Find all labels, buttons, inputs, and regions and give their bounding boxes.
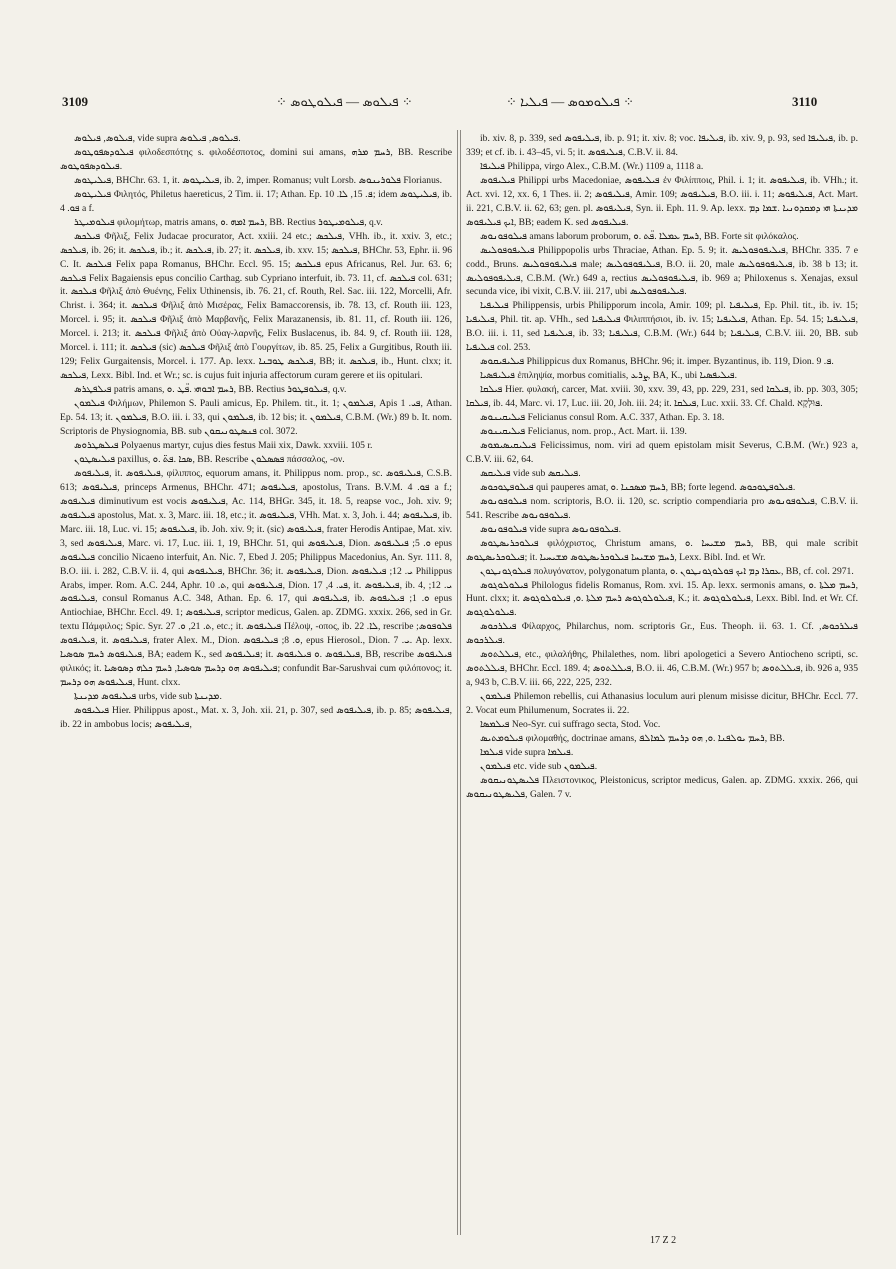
dictionary-entry: ܦܝܠܝܦܣܝܐ ἐπιληψία, morbus comitialis, ܨܪܥ, BA, K., ubi ܦܝܠܝܦܣܝܐ.: [480, 370, 738, 382]
dictionary-entry: ܦܝܠܘܦܘܢܘܣ nom. scriptoris, B.O. ii. 120, sc. scriptio compendiaria pro ܦܝܠܘܦܘܢܘܣ, C.B.V. ii. 541. Rescribe ܦܝܠܘܦܘܢܘܣ.: [466, 495, 858, 521]
dictionary-entry: ܦܝܠܦܛܪܣ patris amans, ܪܚܡ ܐܒܘܗܝ .ܦ̈ܛ .ܘ, BB. Rectius ܦܝܠܘܦܛܘܪ, q.v.: [74, 384, 347, 396]
right-running-head: ⁘ ܦܝܠܘܡܘܣ — ܦܝܠܝܐ ⁘: [506, 94, 635, 109]
signature-mark: 17 Z 2: [650, 1235, 677, 1246]
dictionary-entry: ܦܝܠܝܦܝܩܘܣ Philippicus dux Romanus, BHChr. 96; it. imper. Byzantinus, ib. 119, Dion. ܦ. 9.: [480, 356, 834, 368]
dictionary-entry: ܦܝܠܘܟܪܝܣܛܘܣ φιλόχριστος, Christum amans, ܪܚܡ ܡܫܝܚܐ .ܘ, BB, qui male scribit ܦܝܠܘܟܪܝܣܛܘܣ; it. ܪܚܡ ܡܫܝܚܐ ܦܝܠܘܟܪܝܣܛܘܣ ܡܫܝܚܝܐ, Lexx. Bibl. Ind. et Wr.: [466, 537, 858, 563]
left-column: [60, 132, 452, 1247]
dictionary-entry: ܦܝܠܩܐ Hier. φυλακή, carcer, Mat. xviii. 30, xxv. 39, 43, pp. 229, 231, sed ܦܝܠܩܐ, ib. pp. 303, 305; ܦܝܠܩܐ, ib. 44, Marc. vi. 17, Luc. iii. 20, Joh. iii. 24; it. ܦܝܠܩܐ, Luc. xxii. 33. Cf. Chald. ܦּוּלְקָא.: [466, 384, 858, 410]
dictionary-entry: ܦܝܠܘܦܘܢܘܣ vide supra ܦܝܠܘܦܘܢܘܣ.: [480, 523, 621, 535]
dictionary-entry: ܦܝܠܝܩܝܢܘܣ Felicianus consul Rom. A.C. 337, Athan. Ep. 3. 18.: [480, 412, 725, 424]
dictionary-entry: ܦܝܠܠܬܘܣ, etc., φιλαλήθης, Philalethes, nom. libri apologetici a Severo Antiocheno scripti, sc. ܦܝܠܠܬܘܣ, BHChr. Eccl. 189. 4; ܦܝܠܠܬܘܣ, B.O. ii. 46, C.B.M. (Wr.) 957 b; ܦܝܠܠܬܘܣ, ib. 926 a, 935 a, 943 b, C.B.V. iii. 66, 222, 225, 232.: [466, 649, 858, 689]
dictionary-entry: ܦܠܝܣܛܘܢܝܩܘܣ Πλειστονικος, Pleistonicus, scriptor medicus, Galen. ap. ZDMG. xxxix. 266, qui ܦܠܝܣܛܘܢܝܩܘܣ, Galen. 7 v.: [466, 774, 858, 800]
left-page-number: 3109: [62, 94, 88, 109]
dictionary-entry: ܦܝܠܝܩܝܣܝܡܘܣ Felicissimus, nom. viri ad quem epistolam misit Severus, C.B.M. (Wr.) 923 a, C.B.V. iii. 62, 64.: [466, 439, 858, 465]
dictionary-entry: ܦܝܠܝܦܐ Philippa, virgo Alex., C.B.M. (Wr.) 1109 a, 1118 a.: [480, 160, 704, 172]
dictionary-entry: ܦܝܠܝܛܘܣ Φιλητός, Philetus haereticus, 2 Tim. ii. 17; Athan. Ep. ܦ. 15, ܠܐ. 10; idem ܦܝܠܝܛܘܣ, ib. ܦܘ. 4 a f.: [60, 188, 452, 214]
dictionary-entry: ܦܝܠܡܘܢ Philemon rebellis, cui Athanasius loculum auri plenum misisse dicitur, BHChr. Eccl. 77. 2. Vocat eum Philumenum, Socrates ii. 22.: [466, 691, 858, 717]
dictionary-entry: ܦܝܠܝܦܘܦܘܠܝܣ Philippopolis urbs Thraciae, Athan. Ep. 5. 9; it. ܦܝܠܝܦܘܦܘܠܝܣ, BHChr. 335. 7 e codd., Bruns. ܦܝܠܝܦܘܦܘܠܝܣ male; ܦܝܠܝܦܘܦܘܠܝܣ, B.O. ii. 20, male ܦܝܠܝܦܘܦܘܠܝܣ, ib. 38 b 13; it. ܦܝܠܝܦܘܦܘܠܝܣ, C.B.M. (Wr.) 649 a, rectius ܦܝܠܝܦܘܦܘܠܝܣ, ib. 969 a; Philoxenus s. Xenajas, exsul secunda vice, ibi vixit, C.B.V. iii. 217, ubi ܦܝܠܝܦܘܦܘܠܝܣ.: [466, 244, 858, 298]
dictionary-entry: ܦܝܠܘܦܛܘܟܘܣ qui pauperes amat, ܪܚܡ ܡܣܟܢܐ .ܘ, BB; forte legend. ܦܝܠܘܦܛܘܟܘܣ.: [480, 481, 796, 493]
dictionary-entry: ܦܝܠܘܣ, ܦܝܠܘܣ, vide supra ܦܝܠܘܣ, ܦܝܠܘܣ.: [74, 133, 241, 144]
dictionary-entry: ܦܝܠܘܦܘܢܘܣ amans laborum proborum, ܪܚܡ ܥܡܠܐ .ܦ̈ܬ .ܘ, BB. Forte sit φιλόκαλος.: [480, 230, 799, 242]
dictionary-entry: ܦܝܠܡܘܢ Φιλήμων, Philemon S. Pauli amicus, Ep. Philem. tit., it. 1; ܦܝܠܡܘܢ, Apis ܦܝ. 1, Athan. Ep. 54. 13; it. ܦܝܠܡܘܢ, B.O. iii. i. 33, qui ܦܝܠܡܘܢ, ib. 12 bis; it. ܦܝܠܡܘܢ, C.B.M. (Wr.) 89 b. It. nom. Scriptoris de Physiognomia, BB. sub ܦܢܣܛܘܢܝܩܘܢ col. 3072.: [60, 398, 452, 438]
column-divider: [460, 130, 461, 1235]
dictionary-entry: ܦܝܠܝܦܘܣ, it. ܦܝܠܝܦܘܣ, φίλιππος, equorum amans, it. Philippus nom. prop., sc. ܦܝܠܝܦܘܣ, C.S.B. 613; ܦܝܠܝܦܘܣ, princeps Armenus, BHChr. 471; ܦܝܠܝܦܘܣ, apostolus, Trans. B.V.M. ܦܘ. 4 a f.; ܦܝܠܝܦܘܣ diminutivum est vocis ܦܝܠܝܦܘܣ, Ac. 114, BHGr. 345, it. 18. 5, reapse voc., Joh. xiv. 9; ܦܝܠܝܦܘܣ apostolus, Mat. x. 3, Marc. iii. 18, etc.; it. ܦܝܠܝܦܘܣ, VHh. Mat. x. 3, Joh. i. 44; ܦܝܠܝܦܘܣ, ib. Marc. iii. 18, Luc. vi. 15; ܦܝܠܝܦܘܣ, ib. Joh. xiv. 9; it. (sic) ܦܝܠܝܦܘܣ, frater Herodis Antipae, Mat. xiv. 3, sed ܦܝܠܝܦܘܣ, Marc. vi. 17, Luc. iii. 1, 19, BHChr. 51, qui ܦܝܠܝܦܘܣ, Dion. ܘ. 5; ܦܝܠܝܦܘܣ epus ܦܝܠܝܦܘܣ concilio Nicaeno interfuit, An. Nic. 7, Ebed J. 205; Philippus Macedonius, An. Syr. 111. 8, B.O. iii. i. 282, C.B.V. ii. 4, qui ܦܝܠܝܦܘܣ, BHChr. 36; it. ܦܝܠܝܦܘܣ, Dion. ܝ. 12; ܦܝܠܝܦܘܣ Philippus Arabs, imper. Rom. A.C. 244, Aphr. ܬ. 10, qui ܦܝܠܝܦܘܣ, Dion. ܦܝ. 4, 17, it. ܦܝܠܝܦܘܣ, ib. 4, ܝ. 12; ܦܝܠܝܦܘܣ, consul Romanus A.C. 348, Athan. Ep. 6. 17, qui ܦܝܠܝܦܘܣ, ib. ܘ. 1; ܦܝܠܝܦܘܣ epus Antiochiae, BHChr. Eccl. 49. 1; ܦܝܠܝܦܘܣ, scriptor medicus, Galen. ap. ZDMG. xxxix. 266, sed in Gr. textu Πάμφιλος; Spic. Syr. ܬ. 21, ܘ. 27, etc.; it. ܦܝܠܝܦܘܣ Πέλοψ, -οπος, ib. ܠܐ. 22, rescribe ܦܠܘܦܘܣ; ܦܝܠܝܦܘܣ, it. ܦܝܠܝܦܘܣ, frater Alex. M., Dion. ܘ. 8; ܦܝܠܝܦܘܣ, epus Hierosol., Dion. ܝ. 7. Ap. lexx. ܦܝܠܝܦܘܣ ܪܚܡ ܣܘܣܝܐ, BA; eadem K., sed ܦܝܠܝܦܘܣ; it. ܦܝܠܝܦܘܣ .ܘ ܦܝܠܝܦܘܣ, BB, rescribe ܦܝܠܝܦܘܣ φιλικός; it. ܦܝܠܝܦܘܣ ܗܘ ܕܪܚܡ ܣܘܣܝܐ, ܪܚܡ ܟܠܗ ܕܣܘܣܝܐ; confundit Bar-Sarushvai cum φιλόπονος; it. ܦܝܠܝܦܘܣ ܗܘ ܕܪܚܡ, Hunt. clxx.: [60, 467, 452, 689]
dictionary-entry: ܦܝܠܣܛܪܘܣ Polyaenus martyr, cujus dies festus Maii xix, Dawk. xxviii. 105 r.: [74, 439, 373, 451]
dictionary-entry: ܦܝܠܡܣܐ Neo-Syr. cui suffrago secta, Stod. Voc.: [480, 719, 661, 731]
dictionary-entry: ܦܝܠܪܟܘܣ Φίλαρχος, Philarchus, nom. scriptoris Gr., Eus. Theoph. ii. 63. 1. Cf. ܦܝܠܪܟܘܣ, ܦܝܠܪܟܘܣ.: [466, 621, 858, 647]
left-running-head: ⁘ ܦܝܠܘܣ — ܦܝܠܘܛܘܣ ⁘: [276, 94, 413, 109]
column-divider: [457, 130, 458, 1235]
dictionary-entry: ܦܝܠܘܠܘܓܘܣ Philologus fidelis Romanus, Rom. xvi. 15. Ap. lexx. sermonis amans, ܪܚܡ ܡܠܬܐ .ܘ, Hunt. clxx; it. ܦܝܠܘܠܘܓܘܣ ܪܚܡ ܡܠܬܐ .ܘ, ܦܝܠܘܠܘܓܘܣ, K.; it. ܦܝܠܘܠܘܓܘܣ, Lexx. Bibl. Ind. et Wr. Cf. ܦܝܠܘܠܘܓܘܣ.: [466, 579, 858, 619]
dictionary-entry: ܦܝܠܘܡܬܝܣ φιλομαθής, doctrinae amans, ܪܚܡ ܝܘܠܦܢܐ .ܘ, ܗܘ ܕܪܚܡ ܠܡܐܠܦ, BB.: [480, 732, 785, 744]
dictionary-entry: ܦܝܠܡܐ vide supra ܦܝܠܡܐ.: [480, 746, 574, 758]
right-page-number: 3110: [792, 94, 818, 109]
dictionary-entry: ܦܝܠܝܛܘܣ, BHChr. 63. 1, it. ܦܝܠܝܛܘܣ, ib. 2, imper. Romanus; vult Lorsb. ܦܠܘܪܝܢܘܣ Florianus.: [74, 174, 442, 186]
dictionary-entry: ܦܝܠܘܓܘܢܛܘܢ πολυγόνατον, polygonatum planta, ܥܩܪܐ ܕܡ ܐܝܟ ܦܘܠܘܓܘܢܛܘܢ .ܘ, BB, cf. col. 2971.: [480, 565, 854, 577]
dictionary-entry: ܦܝܠܘܕܣܦܘܛܘܣ φιλοδεσπότης s. φιλοδέσποτος, domini sui amans, ܪܚܡ ܡܪܗ, BB. Rescribe ܦܝܠܘܕܣܦܘܛܘܣ.: [60, 146, 452, 172]
dictionary-entry: ܦܝܠܝܦܘܣ Philippi urbs Macedoniae, ܦܝܠܝܦܘܣ ἐν Φιλίπποις, Phil. i. 1; it. ܦܝܠܝܦܘܣ, ib. VHh.; it. Act. xvi. 12, xx. 6, 1 Thes. ii. 2; ܦܝܠܝܦܘܣ, Amir. 109; ܦܝܠܝܦܘܣ, B.O. iii. i. 11; ܦܝܠܝܦܘܣ, Act. Mart. ii. 221, C.B.V. ii. 62, 63; gen. pl. ܦܝܠܝܦܘܣ, Syn. ii. Eph. 11. 9. Ap. lexx. ܡܕܝܢܬܐ ܗܝ ܕܡܩܕܘܢܝܐ .ܫܡܐ ܕܡ ܐܝܟ ܦܝܠܝܦܘܣ, BB; eadem K. sed ܦܝܠܝܦܘܣ.: [466, 174, 858, 228]
dictionary-entry: ܦܝܠܟܣ Φῆλιξ, Felix Judacae procurator, Act. xxiii. 24 etc.; ܦܝܠܟܣ, VHh. ib., it. xxiv. 3, etc.; ܦܝܠܟܣ, ib. 26; it. ܦܝܠܟܣ, ib.; it. ܦܝܠܟܣ, ib. 27; it. ܦܝܠܟܣ, ib. xxv. 15; ܦܝܠܟܣ, BHChr. 53, Ephr. ii. 96 C. It. ܦܝܠܟܣ Felix papa Romanus, BHChr. Eccl. 95. 15; ܦܝܠܟܣ epus Africanus, Rel. Jur. 63. 6; ܦܝܠܟܣ Felix Bagaiensis epus concilio Carthag. sub Cypriano interfuit, ib. 73. 11, cf. ܦܝܠܟܣ col. 631; it. ܦܝܠܟܣ Φῆλιξ ἀπὸ Θυένης, Felix Uthinensis, ib. 76. 21, cf. Routh, Rel. Sac. iii. 122, Morcelli, Afr. Christ. i. 364; it. ܦܝܠܟܣ Φῆλιξ ἀπὸ Μισέρας, Felix Bamaccorensis, ib. 78. 13, cf. Routh iii. 123, Morcel. i. 95; it. ܦܝܠܟܣ Φῆλιξ ἀπὸ Μαρβανῆς, Felix Marazanensis, ib. 81. 11, cf. Routh iii. 126, Morcel. i. 213; it. ܦܝܠܟܣ Φῆλιξ ἀπὸ Οὐαγ-λαρνῆς, Felix Buslacenus, ib. 84. 9, cf. Routh iii. 128, Morcel. i. 111; it. ܦܝܠܟܣ (sic) ܦܝܠܟܣ Φῆλιξ ἀπὸ Γουργίτων, ib. 85. 25, Felix a Gurgitibus, Routh iii. 129; Felix Gurgaitensis, Morcel. i. 177. Ap. lexx. ܦܝܠܟܣ ܛܘܒܢܐ, BB; it. ܦܝܠܟܣ, ib., Hunt. clxx; it. ܦܝܠܟܣ, Lexx. Bibl. Ind. et Wr.; sc. is cujus fuit injuria affectorum curam gerere et iis opitulari.: [60, 230, 452, 382]
dictionary-entry: ܦܝܠܝܦܝܐ Philippensis, urbis Philipporum incola, Amir. 109; pl. ܦܝܠܝܦܝܐ, Ep. Phil. tit., ib. iv. 15; ܦܝܠܝܦܝܐ, Phil. tit. ap. VHh., sed ܦܝܠܝܦܝܐ Φιλιππήσιοι, ib. iv. 15; ܦܝܠܝܦܝܐ, Athan. Ep. 54. 15; ܦܝܠܝܦܝܐ, B.O. iii. i. 11, sed ܦܝܠܝܦܝܐ, ib. 33; ܦܝܠܝܦܝܐ, C.B.M. (Wr.) 644 b; ܦܝܠܝܦܝܐ, C.B.V. iii. 20, BB. sub ܦܝܠܝܦܝܐ col. 253.: [466, 300, 858, 354]
dictionary-entry: ܦܝܠܝܩܝܢܘܣ Felicianus, nom. prop., Act. Mart. ii. 139.: [480, 426, 687, 438]
right-column: [466, 132, 858, 1247]
dictionary-entry: ܦܝܠܡܘܢ etc. vide sub ܦܝܠܡܘܢ.: [480, 760, 598, 772]
dictionary-entry: ib. xiv. 8, p. 339, sed ܦܝܠܝܦܘܣ, ib. p. 91; it. xiv. 8; voc. ܦܝܠܝܦܐ, ib. xiv. 9, p. 93, sed ܦܝܠܝܦܐ, ib. p. 339; et cf. ib. i. 43–45, vi. 5; it. ܦܝܠܝܦܘܣ, C.B.V. ii. 84.: [466, 133, 858, 158]
dictionary-entry: ܦܝܠܘܡܝܛܪ φιλομήτωρ, matris amans, ܪܚܡ ܐܡܗ .ܘ, BB. Rectius ܦܝܠܘܡܝܛܘܪ, q.v.: [74, 216, 383, 228]
dictionary-entry: ܦܝܠܝܣܛܘܢ paxillus, ܣܟܐ .ܦܬ̈ .ܘ, BB. Rescribe ܦܣܣܠܘܢ πάσσαλος, -ον.: [74, 453, 345, 465]
dictionary-entry: ܦܝܠܝܦܘܣ ܡܕܝܢܬܐ urbs, vide sub ܡܕܝܢܬܐ.: [74, 691, 222, 703]
dictionary-entry: ܦܝܠܝܦܘܣ Hier. Philippus apost., Mat. x. 3, Joh. xii. 21, p. 307, sed ܦܝܠܝܦܘܣ, ib. p. 85; ܦܝܠܝܦܘܣ, ib. 22 in ambobus locis; ܦܝܠܝܦܘܣ,: [60, 705, 452, 731]
dictionary-entry: ܦܝܠܝܩܣ vide sub ܦܝܠܝܩܣ.: [480, 467, 581, 479]
